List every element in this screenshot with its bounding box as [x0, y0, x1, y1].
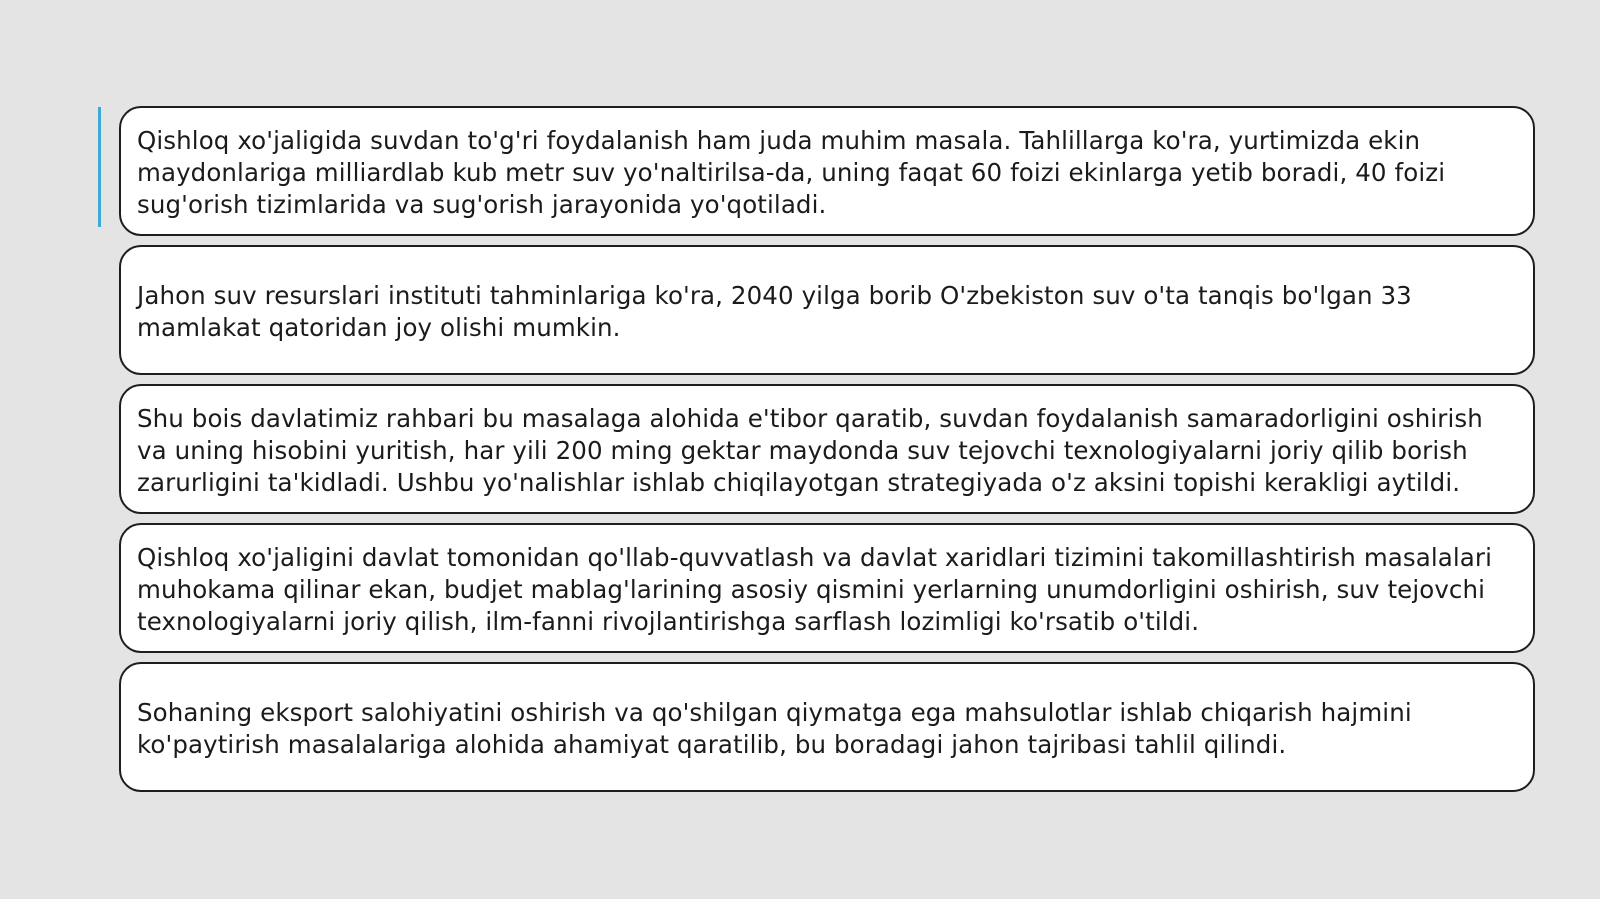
paragraph-2: Jahon suv resurslari instituti tahminlariga ko'ra, 2040 yilga borib O'zbekiston suv o'ta tanqis bo'lgan 33 mamlakat qatoridan joy olishi mumkin. [137, 281, 1412, 342]
text-box-2 [119, 245, 1535, 375]
paragraph-4: Qishloq xo'jaligini davlat tomonidan qo'llab-quvvatlash va davlat xaridlari tizimini takomillashtirish masalalari muhokama qilinar ekan, budjet mablag'larining asosiy qismini yerlarning unumdorligini oshirish, suv tejovchi texnologiyalarni joriy qilish, ilm-fanni rivojlantirishga sarflash lozimligi ko'rsatib o'tildi. [137, 543, 1492, 636]
accent-bar [98, 107, 101, 227]
paragraph-3: Shu bois davlatimiz rahbari bu masalaga alohida e'tibor qaratib, suvdan foydalanish samaradorligini oshirish va uning hisobini yuritish, har yili 200 ming gektar maydonda suv tejovchi texnologiyalarni joriy qilib borish zarurligini ta'kidladi. Ushbu yo'nalishlar ishlab chiqilayotgan strategiyada o'z aksini topishi kerakligi aytildi. [137, 404, 1483, 497]
paragraph-1: Qishloq xo'jaligida suvdan to'g'ri foydalanish ham juda muhim masala. Tahlillarga ko'ra, yurtimizda ekin maydonlariga milliardlab kub metr suv yo'naltirilsa-da, uning faqat 60 foizi ekinlarga yetib boradi, 40 foizi sug'orish tizimlarida va sug'orish jarayonida yo'qotiladi. [137, 126, 1446, 219]
text-box-4 [119, 523, 1535, 653]
paragraph-5: Sohaning eksport salohiyatini oshirish va qo'shilgan qiymatga ega mahsulotlar ishlab chiqarish hajmini ko'paytirish masalalariga alohida ahamiyat qaratilib, bu boradagi jahon tajribasi tahlil qilindi. [137, 698, 1412, 759]
text-box-3 [119, 384, 1535, 514]
text-box-5 [119, 662, 1535, 792]
text-box-1 [119, 106, 1535, 236]
